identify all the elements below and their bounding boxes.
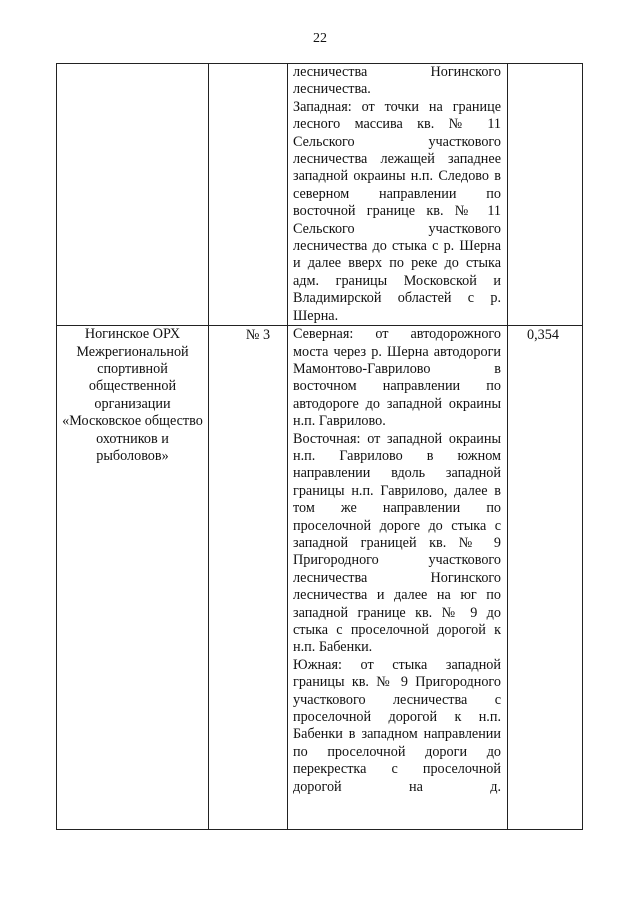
number-text: № 3 <box>245 327 271 344</box>
organization-cell: Ногинское ОРХ Межрегиональной спортивной общественной организации «Московское общество охотников и рыболовов» <box>57 326 209 830</box>
hunting-grounds-table <box>56 63 583 830</box>
area-cell <box>508 64 583 326</box>
boundary-south: Южная: от стыка западной границы кв. № 9 Пригородного участкового лесничества с проселочной дорогой к н.п. Бабенки в западном направлении по проселочной дороги до перекрестка с проселочной дорогой на д. <box>293 656 501 795</box>
boundary-paragraph: Западная: от точки на границе лесного массива кв. № 11 Сельского участкового лесничества лежащей западнее западной окраины н.п. Следово в северном направлении по восточной границе кв. № 11 Сельского участкового лесничества до стыка с р. Шерна и далее вверх по реке до стыка адм. границы Московской и Владимирской областей с р. Шерна. <box>293 98 501 324</box>
organization-cell <box>57 64 209 326</box>
boundary-paragraph: лесничества Ногинского лесничества. <box>293 64 501 98</box>
table-row <box>57 64 583 326</box>
number-cell <box>209 64 288 326</box>
boundaries-cell <box>288 326 508 830</box>
boundary-east: Восточная: от западной окраины н.п. Гаврилово в южном направлении вдоль западной границы н.п. Гаврилово, далее в том же направлении по проселочной дороге до стыка с западной границей кв. № 9 Пригородного участкового лесничества Ногинского лесничества и далее на юг по западной границе кв. № 9 до стыка с проселочной дорогой к н.п. Бабенки. <box>293 430 501 656</box>
boundaries-cell <box>288 64 508 326</box>
boundary-north: Северная: от автодорожного моста через р. Шерна автодороги Мамонтово-Гаврилово в восточном направлении по автодороге до западной окраины н.п. Гаврилово. <box>293 326 501 430</box>
number-cell <box>209 326 288 830</box>
area-cell: 0,354 <box>508 326 583 830</box>
table-row <box>57 326 583 830</box>
page-number: 22 <box>313 31 327 46</box>
